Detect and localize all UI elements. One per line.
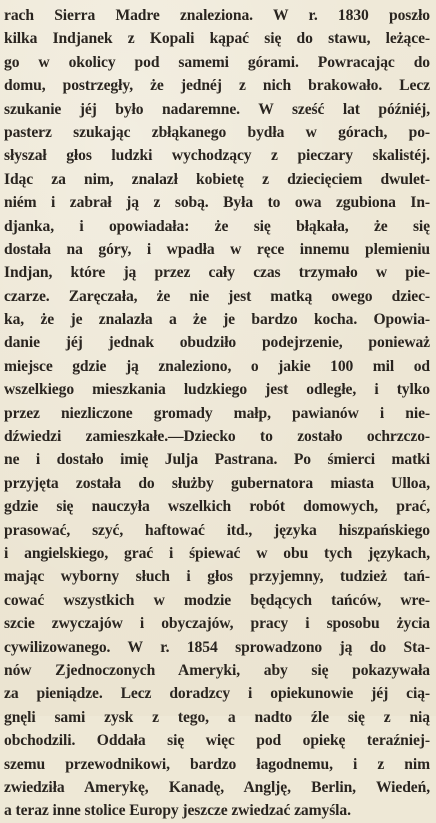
text-line: kilka Indjanek z Kopali kąpać się do stawu, leżące- [4,30,430,48]
text-line: ne i dostało imię Julja Pastrana. Po śmierci matki [4,451,430,469]
text-line: obchodzili. Oddała się więc pod opiekę teraźniej- [4,732,430,750]
text-line: miejsce gdzie ją znaleziono, o jakie 100 mil od [4,357,430,375]
text-line: szcie zwyczajów i obyczajów, pracy i sposobu życia [4,615,430,633]
text-line: szemu przewodnikowi, bardzo łagodnemu, i z nim [4,755,430,773]
text-line: niém i zabrał ją z sobą. Była to owa zgubiona In- [4,194,430,212]
text-line: dostała na góry, i wpadła w ręce innemu plemieniu [4,240,430,258]
text-line: czarze. Zaręczała, że nie jest matką owego dziec- [4,287,430,305]
text-line: szukanie jéj było nadaremne. W sześć lat późniéj, [4,100,430,118]
text-line: zwiedziła Amerykę, Kanadę, Anglję, Berlin, Wiedeń, [4,778,430,796]
text-line: Indjan, które ją przez cały czas trzymało w pie- [4,264,430,282]
text-line: rach Sierra Madre znaleziona. W r. 1830 poszło [4,7,430,24]
body-text [4,4,430,823]
text-line: djanka, i opowiadała: że się błąkała, że się [4,217,430,235]
text-line: ka, że je znalazła a że je bardzo kocha. Opowia- [4,311,430,329]
text-line: danie jéj jednak obudziło podejrzenie, ponieważ [4,334,430,352]
text-line: prasować, szyć, haftować itd., języka hiszpańskiego [4,521,430,539]
text-line: go w okolicy pod samemi górami. Powracając do [4,53,430,71]
text-line: Idąc za nim, znalazł kobietę z dziecięciem dwulet- [4,170,430,188]
text-line: cywilizowanego. W r. 1854 sprowadzono ją do Sta- [4,638,430,656]
text-line: dźwiedzi zamieszkałe.—Dziecko to zostało ochrzczo- [4,428,430,446]
text-line: nów Zjednoczonych Ameryki, aby się pokazywała [4,661,430,679]
text-line: i angielskiego, grać i śpiewać w obu tych językach, [4,544,430,562]
text-line: a teraz inne stolice Europy jeszcze zwiedzać zamyśla. [4,802,351,820]
text-line: słyszał głos ludzki wychodzący z pieczary skalistéj. [4,147,430,165]
text-line: za pieniądze. Lecz doradzcy i opiekunowie jéj cią- [4,685,430,703]
text-line: cować wszystkich w modzie będących tańców, wre- [4,591,430,609]
text-line: gdzie się nauczyła wszelkich robót domowych, prać, [4,498,430,516]
text-line: gnęli sami zysk z tego, a nadto źle się z nią [4,708,430,726]
text-line: mając wyborny słuch i głos przyjemny, tudzież tań- [4,568,430,586]
text-line: domu, postrzegły, że jednéj z nich brakowało. Lecz [4,77,430,95]
text-line: przez niezliczone gromady małp, pawianów i nie- [4,404,430,422]
text-line: wszelkiego mieszkania ludzkiego jest odległe, i tylko [4,381,430,399]
text-line: pasterz szukając zbłąkanego bydła w górach, po- [4,123,430,141]
text-line: przyjęta została do służby gubernatora miasta Ulloa, [4,474,430,492]
